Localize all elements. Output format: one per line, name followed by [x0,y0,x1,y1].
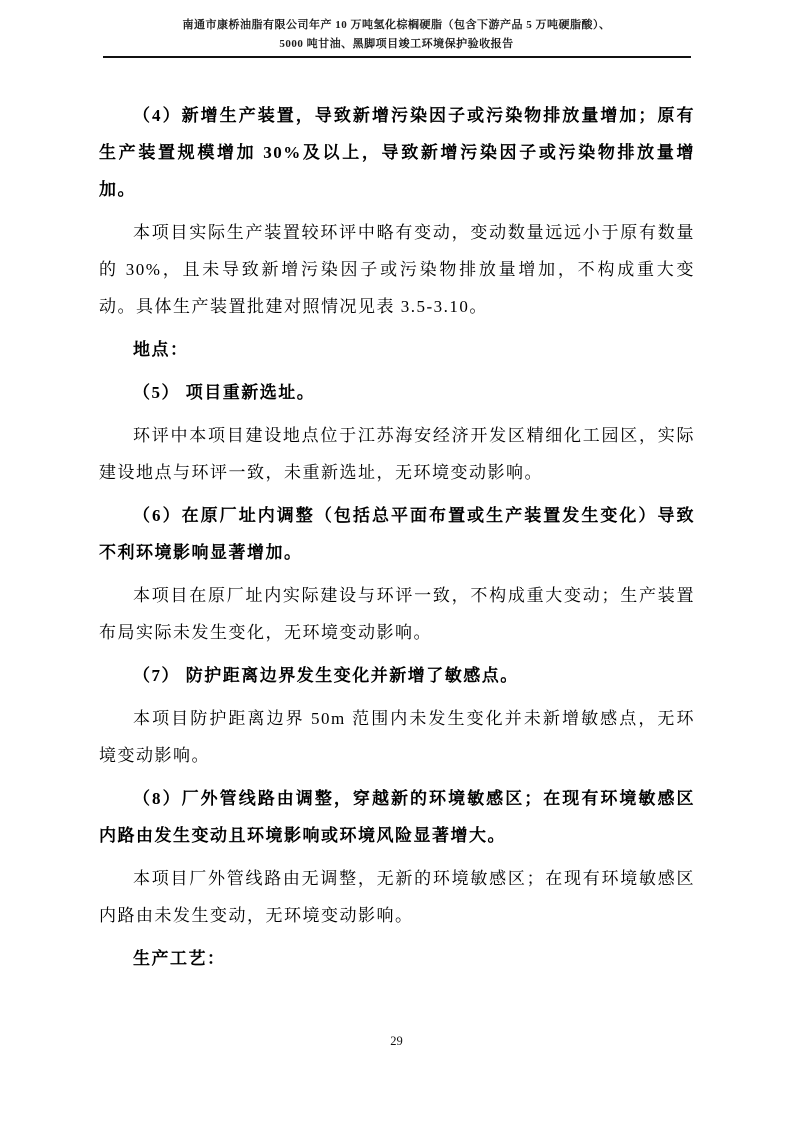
heading-production-process: 生产工艺： [133,949,226,968]
paragraph-item-5-body: 环评中本项目建设地点位于江苏海安经济开发区精细化工园区，实际建设地点与环评一致，未重新选址，无环境变动影响。 [99,426,695,482]
paragraph-item-6-body: 本项目在原厂址内实际建设与环评一致，不构成重大变动；生产装置布局实际未发生变化，无环境变动影响。 [99,586,695,642]
heading-item-8: （8）厂外管线路由调整，穿越新的环境敏感区；在现有环境敏感区内路由发生变动且环境影响或环境风险显著增大。 [99,789,695,845]
paragraph-item-7-body: 本项目防护距离边界 50m 范围内未发生变化并未新增敏感点，无环境变动影响。 [99,709,695,765]
paragraph-item-8-body: 本项目厂外管线路由无调整，无新的环境敏感区；在现有环境敏感区内路由未发生变动，无环境变动影响。 [99,869,695,925]
heading-item-6: （6）在原厂址内调整（包括总平面布置或生产装置发生变化）导致不利环境影响显著增加。 [99,506,695,562]
header-rule [103,56,691,58]
heading-item-4: （4）新增生产装置，导致新增污染因子或污染物排放量增加；原有生产装置规模增加 30%及以上，导致新增污染因子或污染物排放量增加。 [99,106,695,199]
heading-item-7: （7） 防护距离边界发生变化并新增了敏感点。 [133,666,519,685]
heading-item-5: （5） 项目重新选址。 [133,383,316,402]
heading-location: 地点： [133,340,189,359]
page-number: 29 [390,1034,403,1048]
header-title-line1: 南通市康桥油脂有限公司年产 10 万吨氢化棕榈硬脂（包含下游产品 5 万吨硬脂酸）、 [182,19,611,31]
paragraph-item-4-body: 本项目实际生产装置较环评中略有变动，变动数量远远小于原有数量的 30%，且未导致新增污染因子或污染物排放量增加，不构成重大变动。具体生产装置批建对照情况见表 3.5-3.10。 [99,223,695,316]
document-header [0,0,793,58]
header-title-line2: 5000 吨甘油、黑脚项目竣工环境保护验收报告 [279,38,514,50]
document-body [99,97,695,977]
